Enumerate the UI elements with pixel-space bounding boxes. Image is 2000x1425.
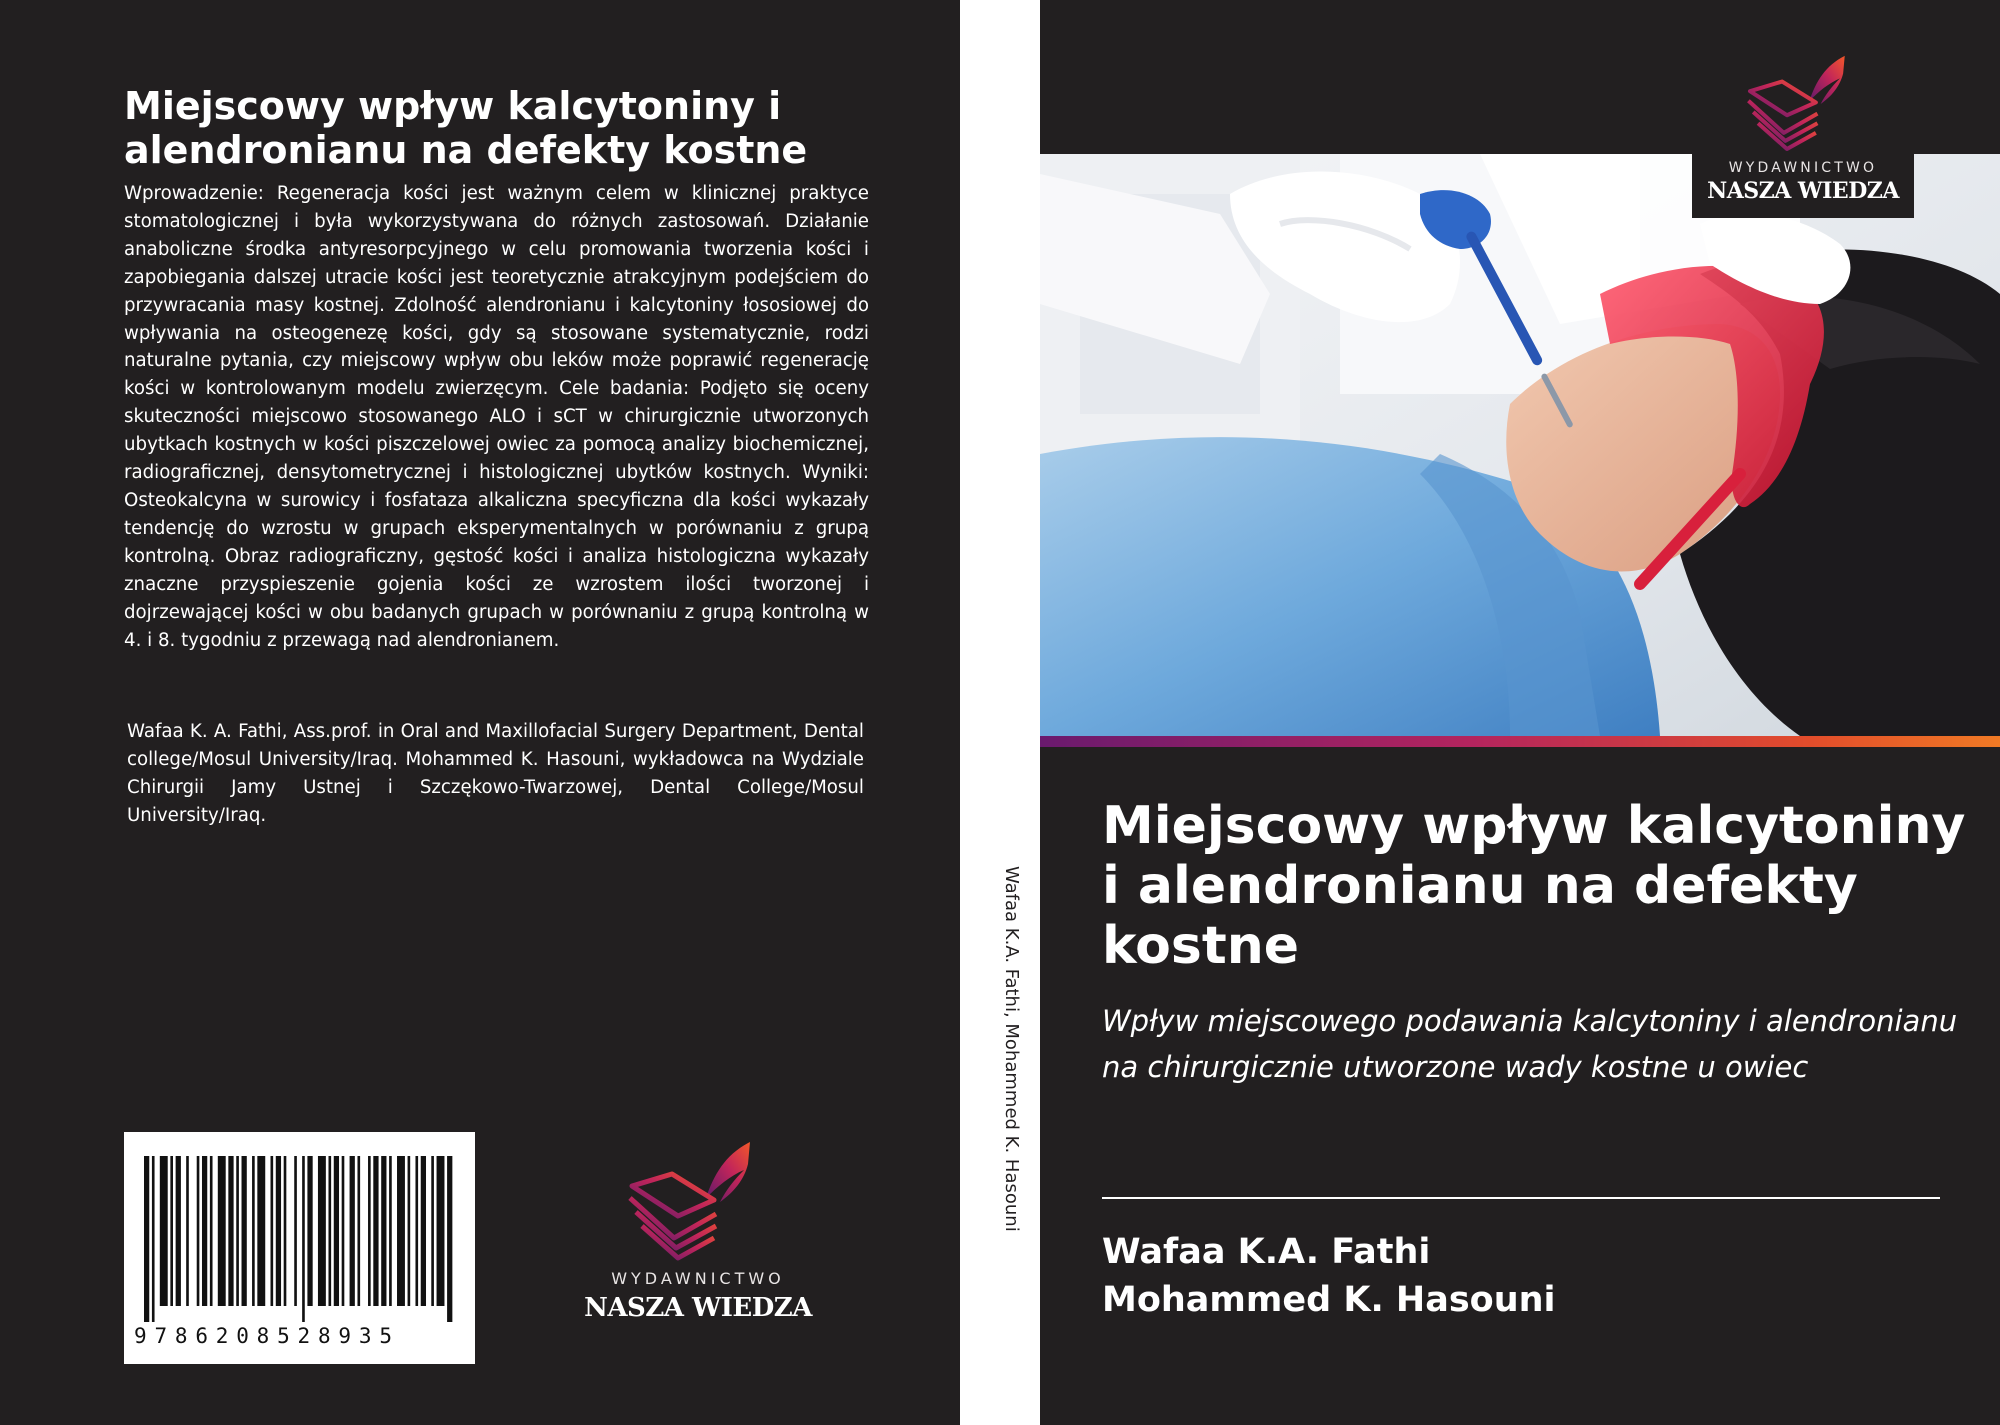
barcode-bar xyxy=(176,1156,181,1306)
spine-authors: Wafaa K.A. Fathi, Mohammed K. Hasouni xyxy=(1001,866,1022,1232)
barcode-bar xyxy=(397,1156,405,1306)
divider-line xyxy=(1102,1197,1940,1199)
publisher-logo-front xyxy=(1692,40,1914,218)
publisher-name-line1: WYDAWNICTWO xyxy=(1728,160,1878,176)
barcode-bar xyxy=(284,1156,287,1306)
barcode-bar xyxy=(257,1156,265,1306)
accent-gradient-stripe xyxy=(1040,736,2000,747)
barcode-bar xyxy=(152,1156,155,1322)
barcode-bar xyxy=(186,1156,189,1306)
barcode-bar xyxy=(447,1156,452,1322)
barcode-bar xyxy=(408,1156,411,1306)
barcode-bar xyxy=(170,1156,173,1306)
barcode-bar xyxy=(210,1156,213,1306)
barcode-bar xyxy=(276,1156,281,1306)
isbn-number: 9786208528935 xyxy=(134,1324,400,1348)
publisher-logo-back xyxy=(580,1140,816,1323)
book-feather-logo-icon xyxy=(1742,54,1864,154)
book-feather-logo-icon xyxy=(622,1140,774,1264)
barcode-bar xyxy=(328,1156,331,1306)
barcode-bar xyxy=(271,1156,274,1306)
barcode-bar xyxy=(381,1156,386,1306)
isbn-barcode xyxy=(124,1132,475,1364)
barcode-bar xyxy=(342,1156,345,1306)
back-cover-author-bio: Wafaa K. A. Fathi, Ass.prof. in Oral and Maxillofacial Surgery Department, Dental college/Mosul University/Iraq. Mohammed K. Hasouni, wykładowca na Wydziale Chirurgii Jamy Ustnej i Szczękowo-Twarzowej, Dental College/Mosul University/Iraq. xyxy=(127,721,864,826)
front-cover-authors xyxy=(1102,1228,1982,1324)
barcode-bar xyxy=(373,1156,378,1306)
barcode-bar xyxy=(202,1156,207,1306)
author-name: Mohammed K. Hasouni xyxy=(1102,1280,1556,1320)
barcode-bar xyxy=(368,1156,371,1306)
publisher-name-line2: NASZA WIEDZA xyxy=(1707,178,1899,204)
barcode-bar xyxy=(334,1156,339,1306)
back-cover-title: Miejscowy wpływ kalcytoniny i alendronianu na defekty kostne xyxy=(124,84,808,172)
barcode-bar xyxy=(252,1156,255,1306)
barcode-bar xyxy=(197,1156,200,1306)
barcode-bar xyxy=(318,1156,326,1306)
barcode-bar xyxy=(218,1156,226,1306)
barcode-bar xyxy=(437,1156,445,1306)
barcode-bar xyxy=(228,1156,233,1306)
barcode-bar xyxy=(236,1156,239,1306)
barcode-bar xyxy=(350,1156,355,1306)
barcode-bar xyxy=(294,1156,297,1306)
barcode-bar xyxy=(431,1156,434,1306)
barcode-bar xyxy=(415,1156,418,1306)
book-spine xyxy=(960,0,1040,1425)
barcode-bar xyxy=(307,1156,312,1306)
barcode-bar xyxy=(242,1156,247,1306)
back-cover xyxy=(0,0,960,1425)
cover-photo-dental-patient xyxy=(1040,154,2000,736)
publisher-name-line2: NASZA WIEDZA xyxy=(584,1293,812,1323)
barcode-icon xyxy=(144,1156,455,1322)
barcode-bar xyxy=(389,1156,392,1306)
front-cover-title: Miejscowy wpływ kalcytoniny i alendronianu na defekty kostne xyxy=(1102,796,1966,976)
barcode-bar xyxy=(357,1156,360,1306)
front-cover-subtitle: Wpływ miejscowego podawania kalcytoniny i alendronianu na chirurgicznie utworzone wady kostne u owiec xyxy=(1102,1004,1958,1084)
barcode-bar xyxy=(144,1156,149,1322)
dental-scene-illustration xyxy=(1040,154,2000,736)
author-name: Wafaa K.A. Fathi xyxy=(1102,1232,1431,1272)
front-cover xyxy=(1040,0,2000,1425)
barcode-bar xyxy=(421,1156,426,1306)
barcode-bar xyxy=(302,1156,305,1322)
publisher-name-line1: WYDAWNICTWO xyxy=(611,1269,785,1288)
barcode-bar xyxy=(160,1156,168,1306)
back-cover-abstract: Wprowadzenie: Regeneracja kości jest ważnym celem w klinicznej praktyce stomatologicznej i była wykorzystywana do różnych zastosowań. Działanie anaboliczne środka antyresorpcyjnego w celu promowania tworzenia kości i zapobiegania dalszej utracie kości jest teoretycznie atrakcyjnym podejściem do przywracania masy kostnej. Zdolność alendronianu i kalcytoniny łososiowej do wpływania na osteogenezę kości, gdy są stosowane systematycznie, rodzi naturalne pytania, czy miejscowy wpływ obu leków może poprawić regenerację kości w kontrolowanym modelu zwierzęcym. Cele badania: Podjęto się oceny skuteczności miejscowo stosowanego ALO i sCT w chirurgicznie utworzonych ubytkach kostnych w kości piszczelowej owiec za pomocą analizy biochemicznej, radiograficznej, densytometrycznej i histologicznej ubytków kostnych. Wyniki: Osteokalcyna w surowicy i fosfataza alkaliczna specyficzna dla kości wykazały tendencję do wzrostu w grupach eksperymentalnych w porównaniu z grupą kontrolną. Obraz radiograficzny, gęstość kości i analiza histologiczna wykazały znaczne przyspieszenie gojenia kości ze wzrostem ilości tworzonej i dojrzewającej kości w obu badanych grupach w porównaniu z grupą kontrolną w 4. i 8. tygodniu z przewagą nad alendronianem. xyxy=(124,183,869,651)
